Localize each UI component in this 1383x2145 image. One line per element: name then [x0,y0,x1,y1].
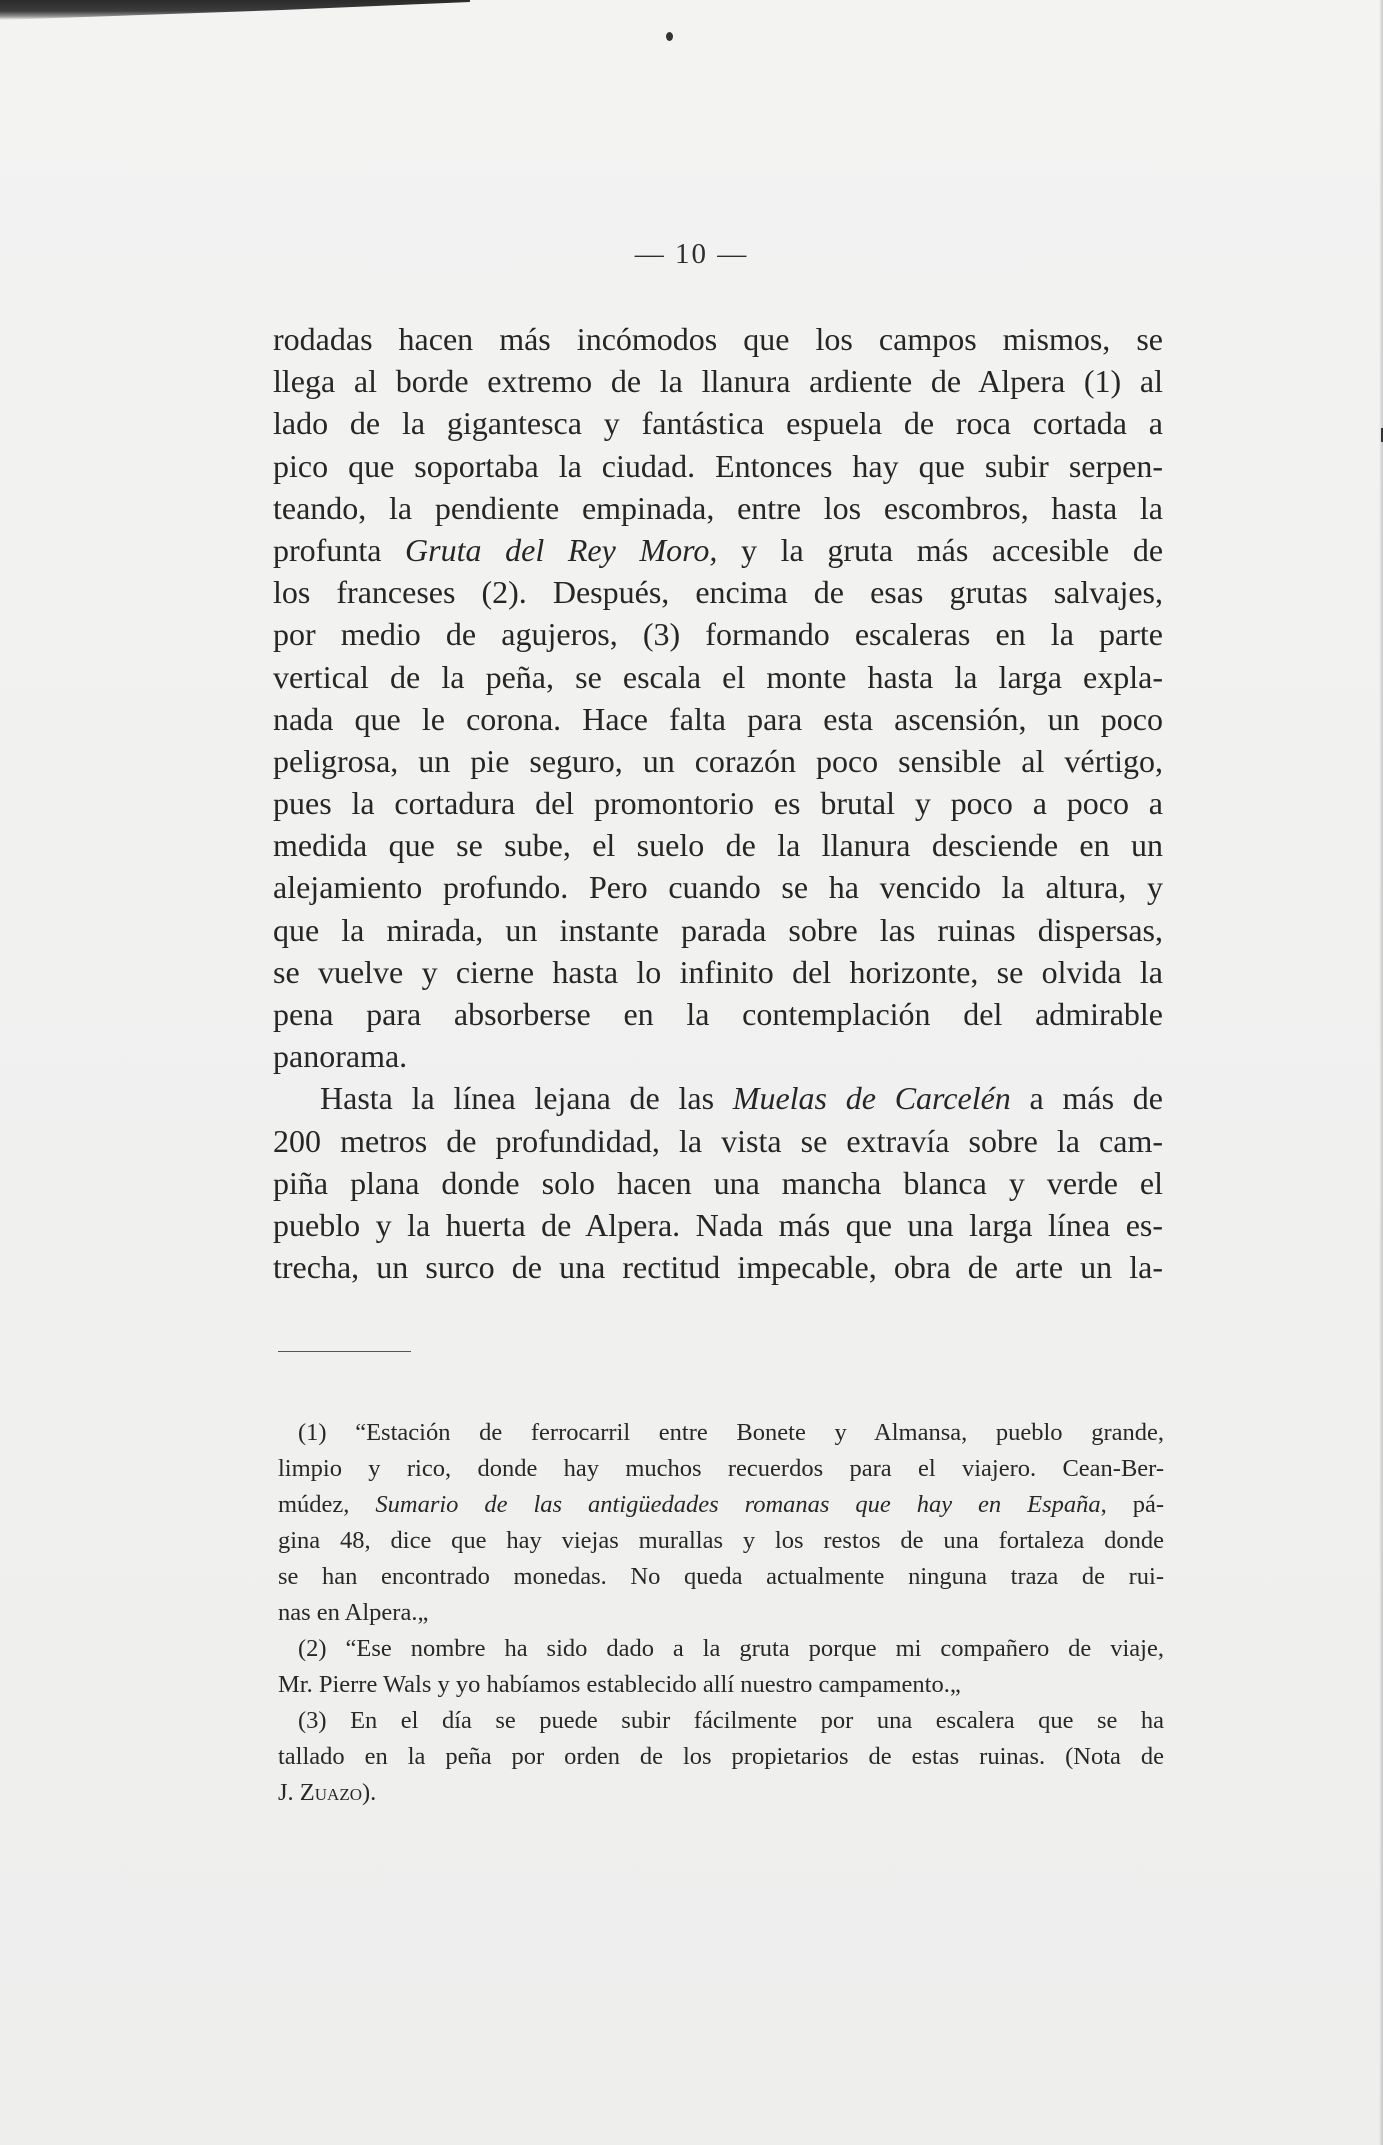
text-segment: profunta [273,531,406,568]
text-segment: 200 metros de profundidad, la vista se extravía sobre la cam- [273,1122,1163,1159]
text-segment: gina 48, dice que hay viejas murallas y los restos de una fortaleza donde [278,1527,1164,1554]
body-text-line [273,909,1163,951]
text-segment: teando, la pendiente empinada, entre los escombros, hasta la [273,489,1163,526]
ink-speck [666,32,673,41]
text-segment: (2) “Ese nombre ha sido dado a la gruta porque mi compañero de viaje, [298,1635,1164,1662]
footnote-line [278,1775,1164,1811]
text-segment: peligrosa, un pie seguro, un corazón poco sensible al vértigo, [273,742,1163,779]
text-segment: que la mirada, un instante parada sobre las ruinas dispersas, [273,911,1163,948]
body-text-line [273,824,1163,866]
text-segment: limpio y rico, donde hay muchos recuerdos para el viajero. Cean-Ber- [278,1455,1164,1482]
body-text-line [273,866,1163,908]
text-segment: pena para absorberse en la contemplación del admirable [273,996,1163,1032]
body-text-line [273,698,1163,740]
footnote-line [278,1523,1164,1559]
text-segment: tallado en la peña por orden de los propietarios de estas ruinas. (Nota de [278,1743,1164,1770]
scan-shadow-top-left [0,0,470,20]
text-segment: ). [361,1779,377,1806]
main-text-block [273,318,1163,1288]
footnote-line [278,1631,1164,1667]
text-segment: Mr. Pierre Wals y yo habíamos establecido allí nuestro campamento.„ [278,1671,961,1698]
text-segment: (1) “Estación de ferrocarril entre Bonete y Almansa, pueblo grande, [298,1419,1164,1446]
text-segment: (3) En el día se puede subir fácilmente por una escalera que se ha [298,1707,1164,1734]
body-text-line [273,1035,1163,1077]
body-text-line [273,740,1163,782]
smallcaps-text: Zuazo [299,1779,362,1806]
body-text-line [273,1204,1163,1246]
body-text-line [273,1120,1163,1162]
footnote-separator-rule [278,1351,411,1352]
text-segment: Hasta la línea lejana de las [320,1080,733,1117]
body-text-line [273,529,1163,571]
text-segment: J. [278,1779,300,1806]
body-text-line [273,1246,1163,1288]
text-segment: pico que soportaba la ciudad. Entonces hay que subir serpen- [273,447,1163,484]
body-text-line [273,656,1163,698]
text-segment: alejamiento profundo. Pero cuando se ha vencido la altura, y [273,869,1163,906]
text-segment: piña plana donde solo hacen una mancha blanca y verde el [273,1164,1163,1201]
footnote-line [278,1559,1164,1595]
footnote-line [278,1595,1164,1631]
footnotes-block [278,1415,1164,1811]
text-segment: trecha, un surco de una rectitud impecable, obra de arte un la- [273,1249,1163,1286]
body-text-line [273,487,1163,529]
text-segment: rodadas hacen más incómodos que los campos mismos, se [273,321,1163,357]
body-text-line [273,782,1163,824]
text-segment: se vuelve y cierne hasta lo infinito del horizonte, se olvida la [273,953,1163,990]
text-segment: se han encontrado monedas. No queda actualmente ninguna traza de rui- [278,1563,1164,1590]
body-text-line [273,402,1163,444]
text-segment: , pá- [1100,1491,1165,1518]
body-text-line [273,318,1163,360]
text-segment: lado de la gigantesca y fantástica espuela de roca cortada a [273,405,1163,442]
text-segment: pues la cortadura del promontorio es brutal y poco a poco a [273,785,1163,822]
footnote-line [278,1703,1164,1739]
body-text-line [273,445,1163,487]
body-text-line [273,1077,1163,1119]
text-segment: los franceses (2). Después, encima de esas grutas salvajes, [273,574,1163,611]
text-segment: a más de [1010,1080,1163,1117]
body-text-line [273,360,1163,402]
text-segment: vertical de la peña, se escala el monte hasta la larga expla- [273,658,1163,695]
text-segment: múdez, [278,1491,376,1518]
italic-title-text: Sumario de las antigüedades romanas que hay en España [375,1491,1101,1518]
text-segment: medida que se sube, el suelo de la llanura desciende en un [273,827,1163,864]
body-text-line [273,613,1163,655]
footnote-line [278,1667,1164,1703]
italic-title-text: Gruta del Rey Moro, [405,531,718,568]
text-segment: nada que le corona. Hace falta para esta ascensión, un poco [273,700,1163,737]
body-text-line [273,571,1163,613]
text-segment: nas en Alpera.„ [278,1599,429,1626]
text-segment: panorama. [273,1038,408,1075]
scan-shadow-right-edge [1379,0,1383,2145]
italic-title-text: Muelas de Carcelén [732,1080,1011,1117]
text-segment: por medio de agujeros, (3) formando escaleras en la parte [273,616,1163,653]
body-text-line [273,993,1163,1035]
text-segment: llega al borde extremo de la llanura ardiente de Alpera (1) al [273,363,1163,400]
page-number: — 10 — [634,238,749,270]
footnote-line [278,1739,1164,1775]
footnote-line [278,1487,1164,1523]
text-segment: y la gruta más accesible de [717,531,1164,568]
body-text-line [273,1162,1163,1204]
footnote-line [278,1415,1164,1451]
text-segment: pueblo y la huerta de Alpera. Nada más que una larga línea es- [273,1206,1163,1243]
footnote-line [278,1451,1164,1487]
body-text-line [273,951,1163,993]
